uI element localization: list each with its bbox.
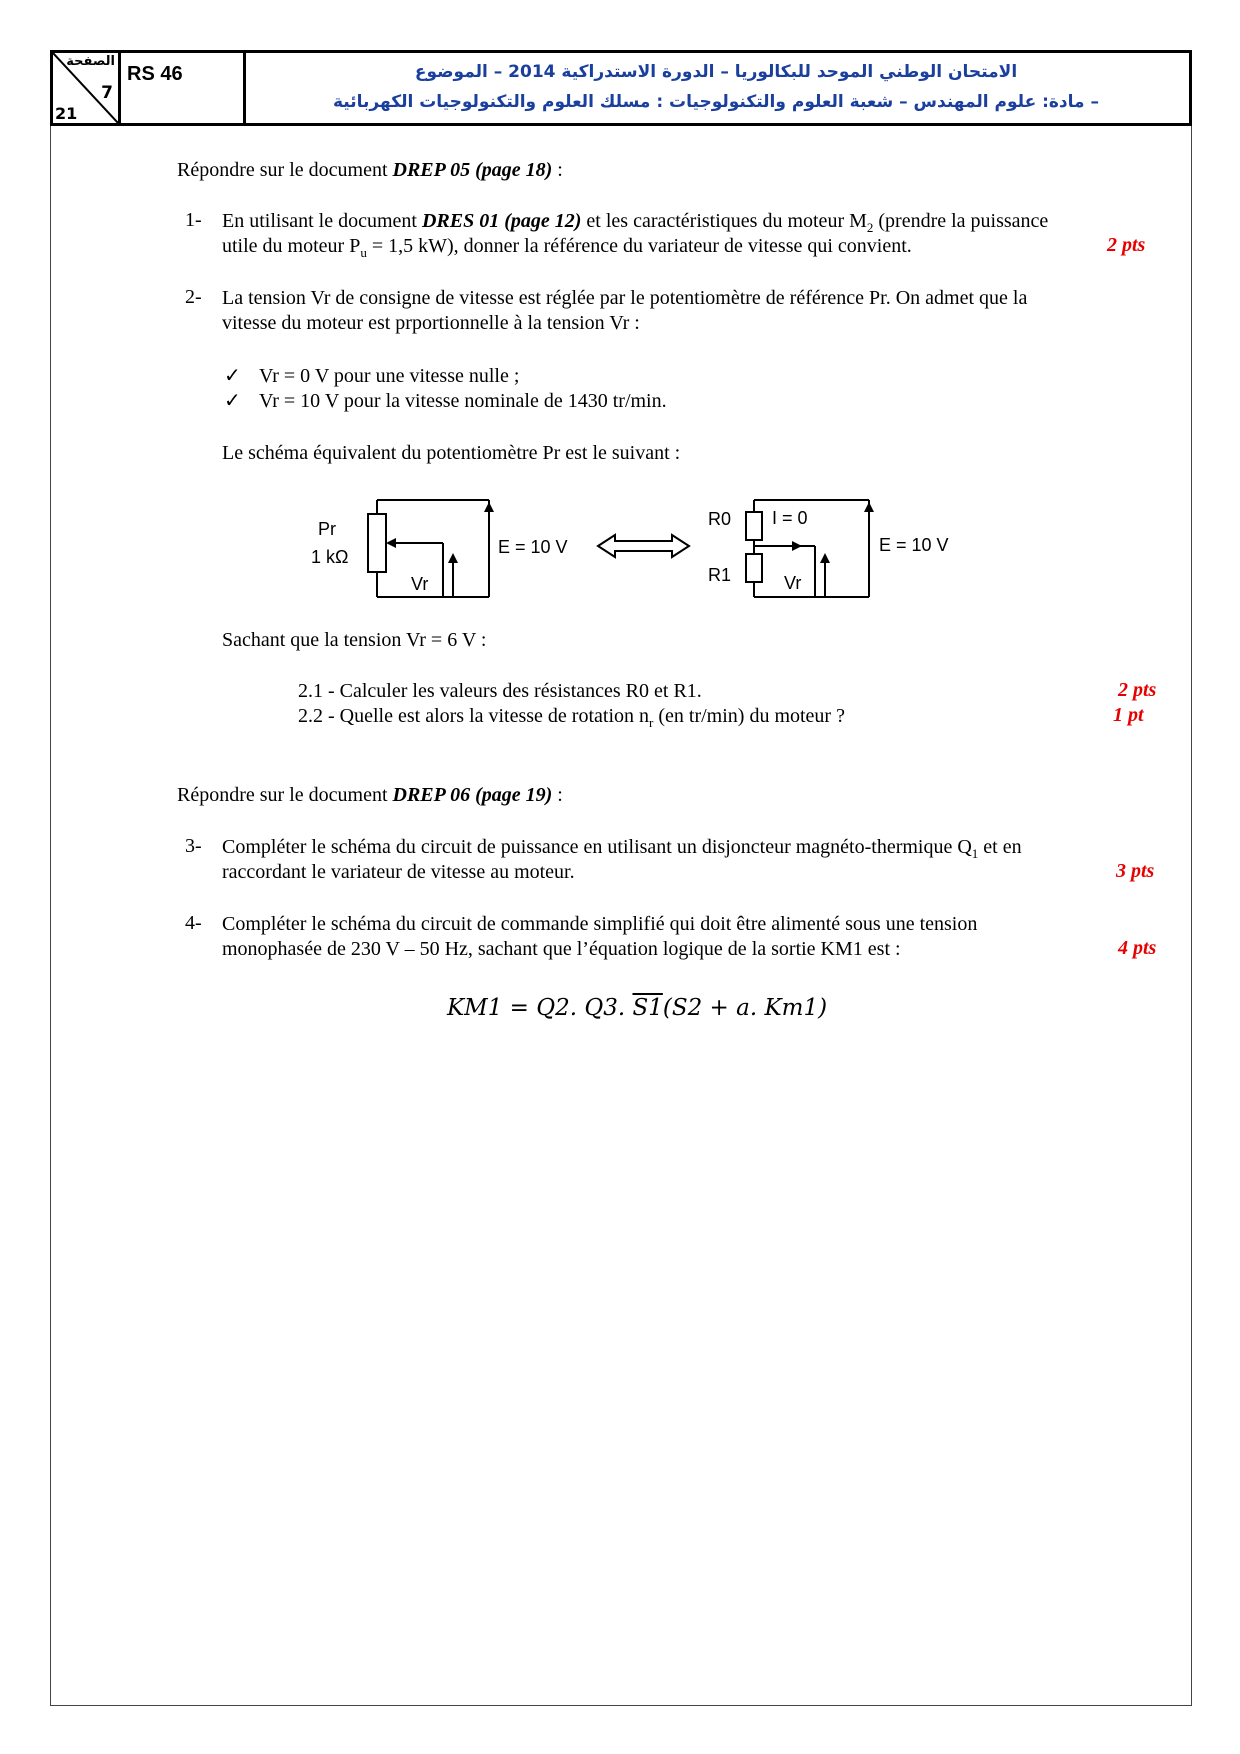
r1-label: R1 [708, 565, 732, 585]
resistor-r0 [746, 512, 762, 540]
doc-ref: DRES 01 (page 12) [421, 210, 582, 232]
doc-ref: DREP 05 (page 18) [392, 159, 553, 181]
s1-negated: S1 [632, 995, 663, 1021]
schema-intro: Le schéma équivalent du potentiomètre Pr est le suivant : [222, 442, 681, 464]
logic-equation: KM1 = Q2. Q3. S1(S2 + a. Km1) [447, 995, 828, 1021]
section1-intro: Répondre sur le document DREP 05 (page 18) : [177, 159, 563, 181]
arabic-title-line1: الامتحان الوطني الموحد للبكالوريا – الدورة الاستدراكية 2014 – الموضوع [414, 62, 1018, 82]
section2-intro: Répondre sur le document DREP 06 (page 19) : [177, 784, 563, 806]
i-label: I = 0 [772, 508, 808, 528]
q1-line2: utile du moteur $P_u = 1,5$ kW), donner la référence du variateur de vitesse qui convient. [222, 235, 912, 260]
q3-line2: raccordant le variateur de vitesse au moteur. [222, 861, 575, 883]
pr-label: Pr [318, 519, 336, 539]
bullet-2: Vr = 10 V pour la vitesse nominale de 1430 tr/min. [259, 390, 667, 412]
pr-value: 1 kΩ [311, 547, 349, 567]
doc-ref: DREP 06 (page 19) [392, 784, 553, 806]
potentiometer-schematic [270, 490, 970, 610]
e-label-left: E = 10 V [498, 537, 568, 557]
resistor-pr [368, 514, 386, 572]
q1-points: 2 pts [1107, 234, 1146, 256]
q2-line2: vitesse du moteur est prportionnelle à la tension Vr : [222, 312, 640, 334]
q2-1-points: 2 pts [1118, 679, 1157, 701]
vr-label-left: Vr [411, 574, 429, 594]
bullet-1: Vr = 0 V pour une vitesse nulle ; [259, 365, 520, 387]
q2-number: 2- [185, 286, 202, 308]
check-icon: ✓ [224, 390, 241, 412]
q1-number: 1- [185, 209, 202, 231]
q4-line2: monophasée de 230 V – 50 Hz, sachant que l’équation logique de la sortie KM1 est : [222, 938, 901, 960]
q2-2-points: 1 pt [1113, 704, 1144, 726]
q4-number: 4- [185, 912, 202, 934]
page-header [50, 50, 1192, 126]
arabic-title [253, 57, 1179, 117]
left-circuit [368, 500, 489, 597]
q1-line1: En utilisant le document DRES 01 (page 12) et les caractéristiques du moteur $M_2$ (prendre la puissance [222, 210, 1049, 235]
page-total: 21 [55, 104, 78, 123]
q4-points: 4 pts [1118, 937, 1157, 959]
knowing-statement: Sachant que la tension Vr = 6 V : [222, 629, 487, 651]
exam-code-box [121, 53, 246, 123]
arabic-title-line2: – مادة: علوم المهندس – شعبة العلوم والتكنولوجيات : مسلك العلوم والتكنولوجيات الكهربائية [333, 92, 1099, 112]
check-icon: ✓ [224, 365, 241, 387]
q3-points: 3 pts [1116, 860, 1155, 882]
e-label-right: E = 10 V [879, 535, 949, 555]
r0-label: R0 [708, 509, 732, 529]
vr-label-right: Vr [784, 573, 802, 593]
exam-code: RS 46 [127, 63, 183, 85]
page-number-box [53, 53, 121, 123]
q3-line1: Compléter le schéma du circuit de puissance en utilisant un disjoncteur magnéto-thermique $Q_1$ et en [222, 836, 1022, 861]
q2-2: 2.2 - Quelle est alors la vitesse de rotation $n_r$ (en tr/min) du moteur ? [298, 705, 845, 730]
q2-line1: La tension Vr de consigne de vitesse est réglée par le potentiomètre de référence Pr. On admet que la [222, 287, 1028, 309]
equivalence-arrow-icon [598, 535, 689, 557]
resistor-r1 [746, 554, 762, 582]
q2-1: 2.1 - Calculer les valeurs des résistances R0 et R1. [298, 680, 702, 702]
q4-line1: Compléter le schéma du circuit de commande simplifié qui doit être alimenté sous une tension [222, 913, 978, 935]
q3-number: 3- [185, 835, 202, 857]
page-word: الصفحة [66, 54, 115, 69]
page-number: 7 [101, 83, 113, 103]
